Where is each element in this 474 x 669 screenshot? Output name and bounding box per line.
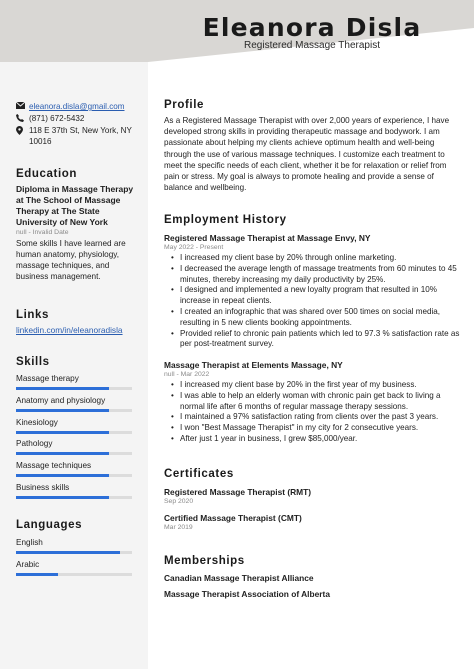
- membership-item: [164, 573, 462, 583]
- certificate-date: Sep 2020: [164, 498, 194, 505]
- job-entry: [164, 360, 462, 445]
- contact-block: [16, 101, 144, 148]
- phone-icon: [16, 113, 29, 122]
- job-bullet: • I was able to help an elderly woman with chronic pain get back to living a normal life after 6 months of regular massage therapy sessions.: [164, 391, 462, 413]
- job-bullet: • Provided relief to chronic pain patients which led to 97.3 % satisfaction rate as per post-treatment survey.: [164, 329, 462, 351]
- education-entry: [16, 184, 142, 282]
- skill-label: Massage therapy: [16, 374, 79, 383]
- job-bullets: [164, 380, 462, 445]
- skill-bar-fill: [16, 409, 109, 412]
- linkedin-link[interactable]: linkedin.com/in/eleanoradisla: [16, 325, 123, 335]
- job-entry: [164, 233, 462, 350]
- skill-label: Kinesiology: [16, 418, 58, 427]
- language-bar-track: [16, 551, 132, 554]
- job-dates: May 2022 - Present: [164, 244, 224, 251]
- job-bullets: [164, 253, 462, 350]
- skill-bar-track: [16, 496, 132, 499]
- profile-summary: As a Registered Massage Therapist with over 2,000 years of experience, I have developed strong skills in providing therapeutic massage and bodywork. I am passionate about helping my clients achieve optimum health and well-being through the use of various massage techniques. I customize each treatment to meet the specific needs of each client, whether it be for relaxation or relief from pain or stress. My goal is always to promote healing and provide a sense of balance and wellbeing.: [164, 116, 450, 193]
- skill-label: Business skills: [16, 483, 70, 492]
- job-dates: null - Mar 2022: [164, 371, 210, 378]
- skill-bar-track: [16, 409, 132, 412]
- skill-bar-fill: [16, 496, 109, 499]
- skill-item: [16, 439, 132, 455]
- job-bullet: • I increased my client base by 20% through online marketing.: [164, 253, 462, 264]
- candidate-title: Registered Massage Therapist: [244, 40, 380, 51]
- contact-email-row: [16, 101, 144, 112]
- contact-phone-row: [16, 113, 144, 124]
- skills-heading: Skills: [16, 356, 50, 368]
- certificate-item: [164, 487, 462, 505]
- skill-item: [16, 483, 132, 499]
- candidate-name: Eleanora Disla: [202, 13, 422, 42]
- email-link[interactable]: eleanora.disla@gmail.com: [29, 102, 125, 111]
- location-pin-icon: [16, 125, 29, 135]
- membership-item: [164, 589, 462, 599]
- skill-label: Anatomy and physiology: [16, 396, 106, 405]
- language-label: English: [16, 538, 43, 547]
- skill-bar-fill: [16, 387, 109, 390]
- job-title: Massage Therapist at Elements Massage, NY: [164, 360, 343, 370]
- job-bullet: • I won "Best Massage Therapist" in my city for 2 consecutive years.: [164, 423, 462, 434]
- language-bar-fill: [16, 551, 120, 554]
- job-title: Registered Massage Therapist at Massage Envy, NY: [164, 233, 371, 243]
- skill-bar-fill: [16, 452, 109, 455]
- skill-item: [16, 461, 132, 477]
- job-bullet: • I decreased the average length of massage treatments from 60 minutes to 45 minutes, thereby increasing my daily productivity by 25%.: [164, 264, 462, 286]
- education-dates: null - Invalid Date: [16, 229, 69, 236]
- certificate-date: Mar 2019: [164, 524, 193, 531]
- certificates-heading: Certificates: [164, 468, 234, 480]
- skill-label: Pathology: [16, 439, 53, 448]
- memberships-heading: Memberships: [164, 555, 245, 567]
- education-heading: Education: [16, 168, 77, 180]
- skill-bar-track: [16, 474, 132, 477]
- membership-title: Canadian Massage Therapist Alliance: [164, 573, 314, 583]
- skill-bar-track: [16, 431, 132, 434]
- language-bar-fill: [16, 573, 58, 576]
- certificate-title: Registered Massage Therapist (RMT): [164, 487, 312, 497]
- job-bullet: • I created an infographic that was shared over 500 times on social media, resulting in 5 new clients booking appointments.: [164, 307, 462, 329]
- links-heading: Links: [16, 309, 50, 321]
- certificate-title: Certified Massage Therapist (CMT): [164, 513, 302, 523]
- skill-bar-track: [16, 452, 132, 455]
- languages-heading: Languages: [16, 519, 83, 531]
- job-bullet: • I maintained a 97% satisfaction rating from clients over the past 3 years.: [164, 412, 462, 423]
- phone-text: (871) 672-5432: [29, 114, 85, 123]
- skill-bar-fill: [16, 431, 109, 434]
- skill-bar-fill: [16, 474, 109, 477]
- language-item: [16, 560, 132, 576]
- language-label: Arabic: [16, 560, 40, 569]
- job-bullet: • I designed and implemented a new loyalty program that resulted in 10% increase in repeat clients.: [164, 285, 462, 307]
- skill-item: [16, 396, 132, 412]
- skill-label: Massage techniques: [16, 461, 92, 470]
- membership-title: Massage Therapist Association of Alberta: [164, 589, 330, 599]
- language-bar-track: [16, 573, 132, 576]
- address-text: 118 E 37th St, New York, NY 10016: [29, 126, 132, 146]
- job-bullet: • I increased my client base by 20% in the first year of my business.: [164, 380, 462, 391]
- language-item: [16, 538, 132, 554]
- education-degree: Diploma in Massage Therapy at The School of Massage Therapy at The State University of New York: [16, 184, 134, 227]
- certificate-item: [164, 513, 462, 531]
- skill-item: [16, 374, 132, 390]
- contact-address-row: [16, 125, 144, 147]
- job-bullet: • After just 1 year in business, I grew $85,000/year.: [164, 434, 462, 445]
- skill-bar-track: [16, 387, 132, 390]
- skill-item: [16, 418, 132, 434]
- employment-heading: Employment History: [164, 214, 287, 226]
- education-description: Some skills I have learned are human anatomy, physiology, massage techniques, and business management.: [16, 239, 126, 281]
- envelope-icon: [16, 101, 29, 109]
- profile-heading: Profile: [164, 99, 204, 111]
